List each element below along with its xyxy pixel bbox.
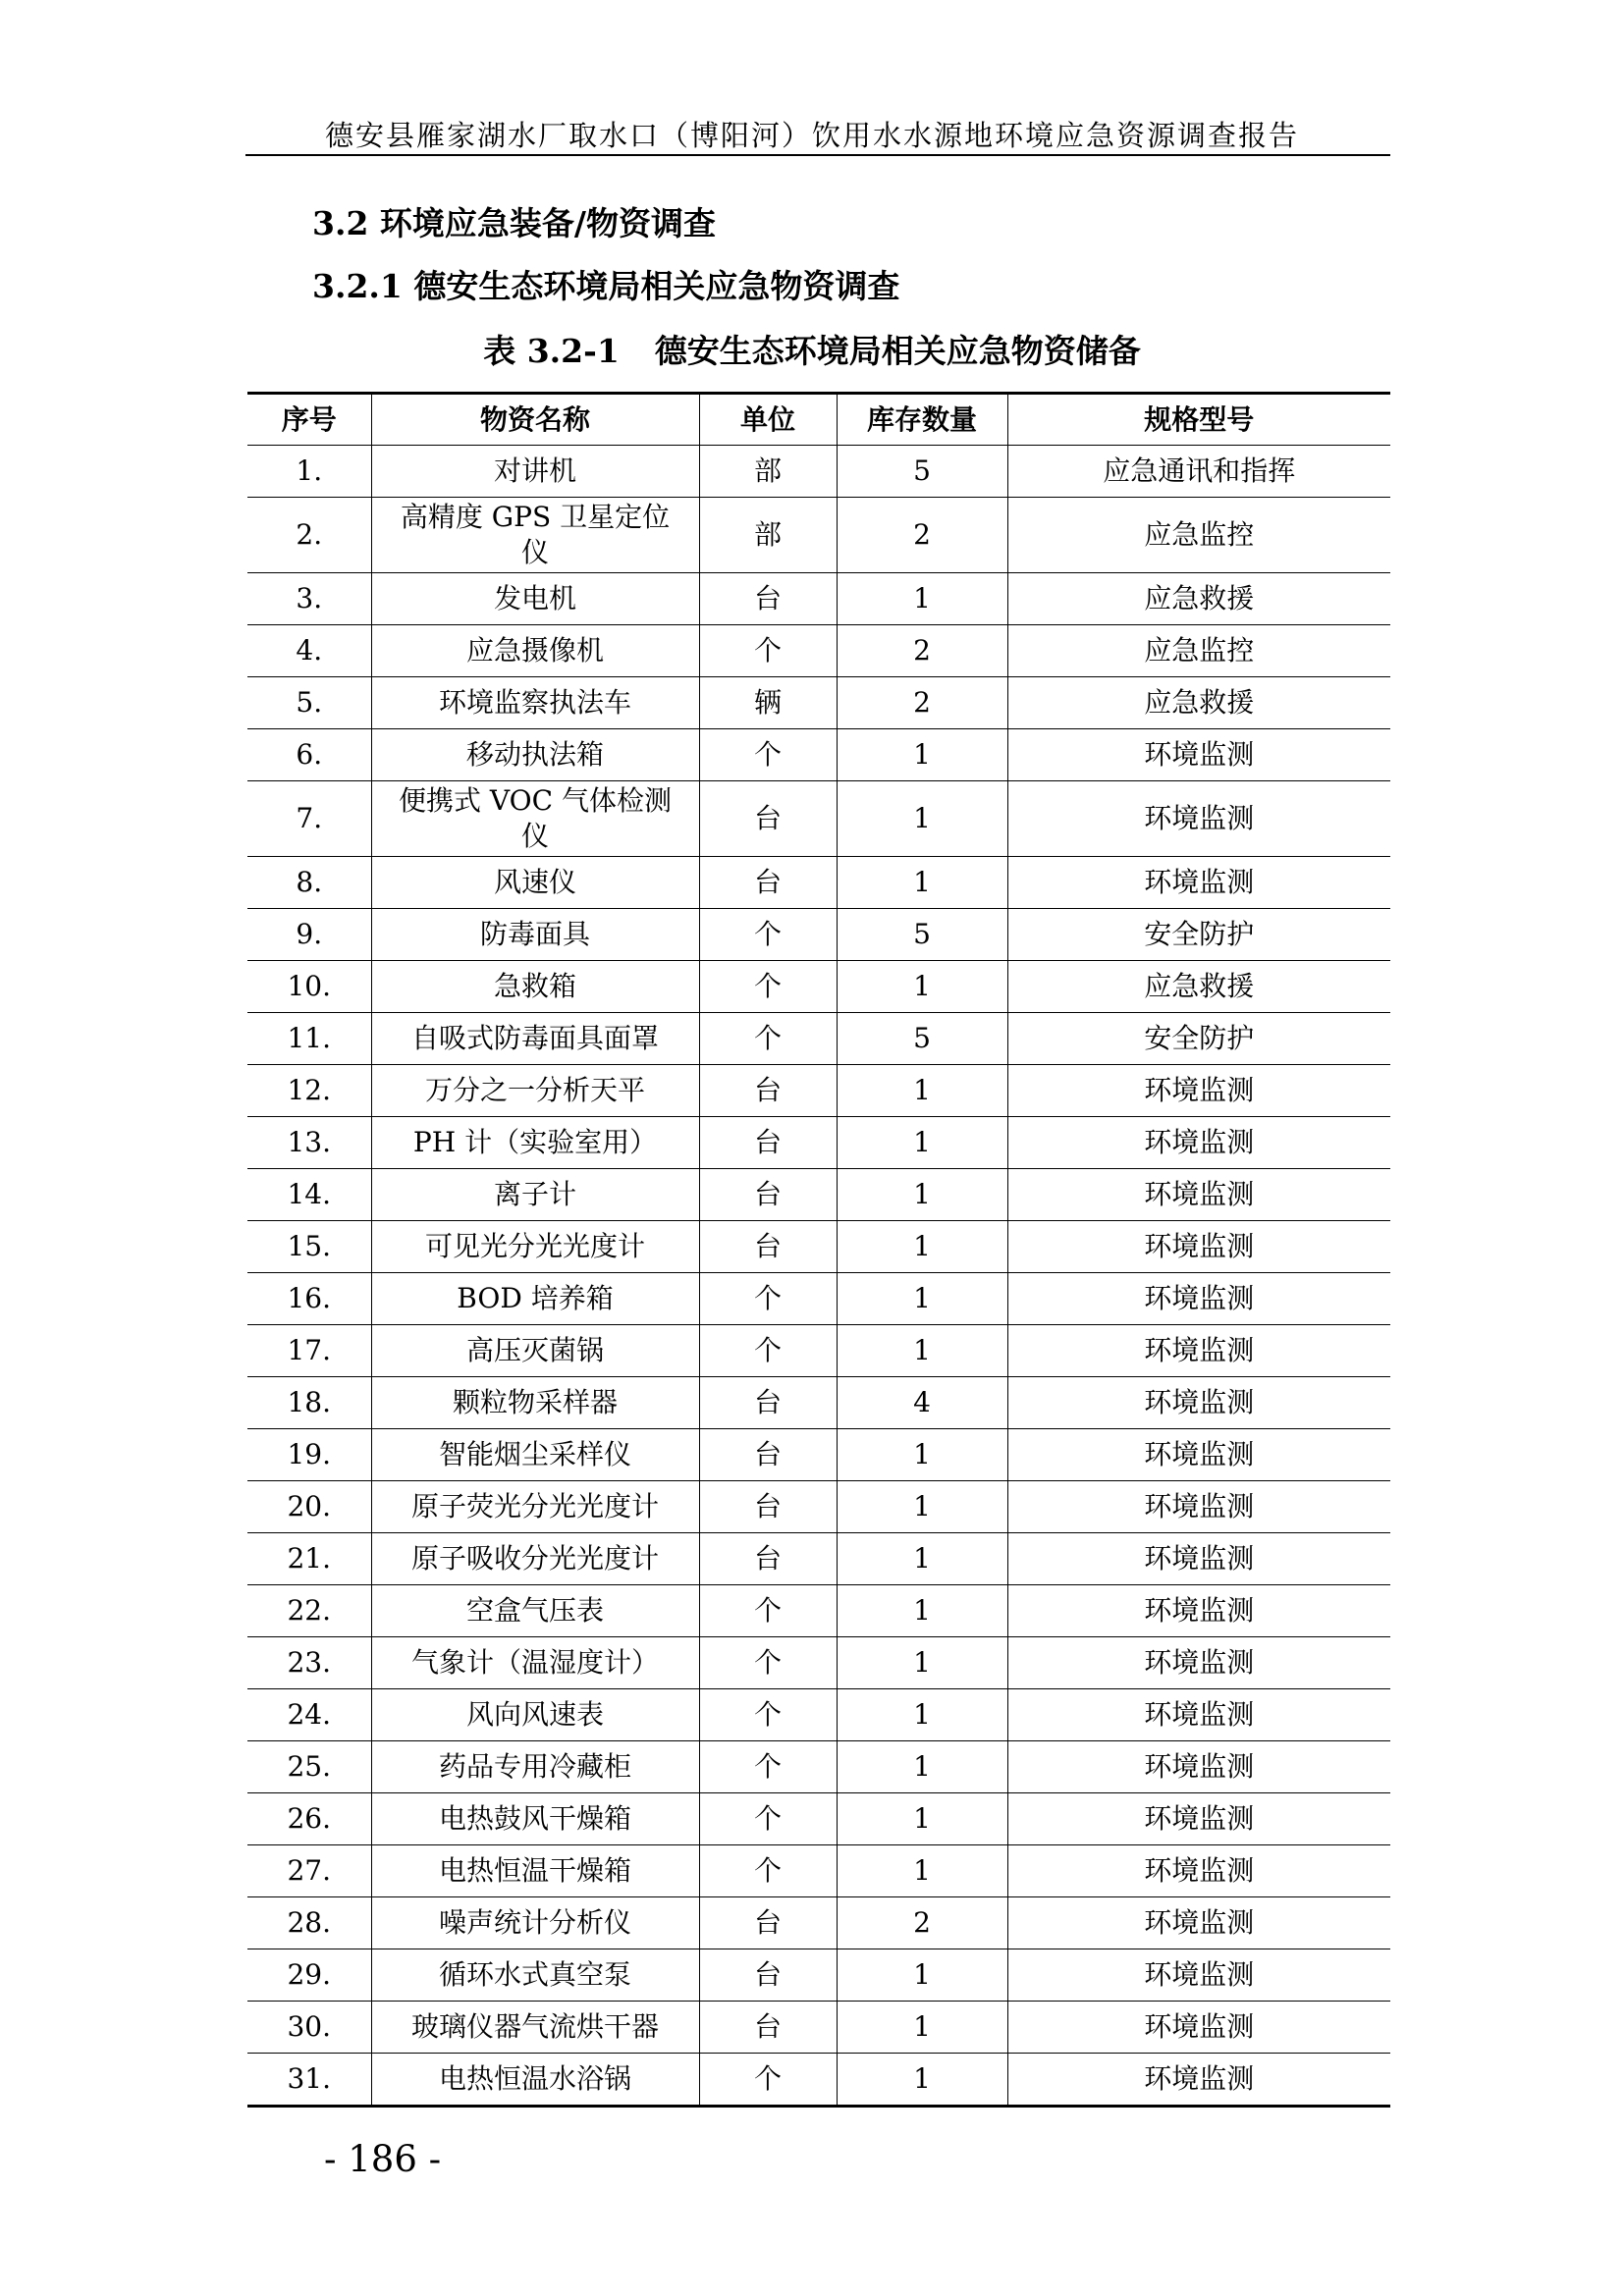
table-row	[247, 1689, 1390, 1741]
cell-quantity: 1	[837, 1429, 1007, 1481]
cell-quantity: 1	[837, 1533, 1007, 1585]
table-row	[247, 677, 1390, 729]
table-row	[247, 1481, 1390, 1533]
cell-unit: 台	[699, 1429, 837, 1481]
table-row	[247, 498, 1390, 573]
cell-quantity: 1	[837, 1637, 1007, 1689]
cell-quantity: 1	[837, 1273, 1007, 1325]
cell-item-name	[371, 446, 699, 498]
cell-index: 15.	[247, 1221, 371, 1273]
item-name-text: 便携式 VOC 气体检测仪	[399, 784, 672, 852]
cell-quantity: 1	[837, 573, 1007, 625]
table-caption-text: 德安生态环境局相关应急物资储备	[654, 332, 1141, 370]
cell-unit: 台	[699, 573, 837, 625]
cell-item-name	[371, 498, 699, 573]
cell-item-name	[371, 781, 699, 857]
item-name-text: 风速仪	[493, 866, 576, 898]
cell-index: 11.	[247, 1013, 371, 1065]
item-name-text: PH 计（实验室用）	[412, 1126, 658, 1158]
cell-item-name	[371, 857, 699, 909]
table-row	[247, 1741, 1390, 1793]
cell-item-name	[371, 2002, 699, 2054]
cell-index: 6.	[247, 729, 371, 781]
cell-index: 24.	[247, 1689, 371, 1741]
column-header-unit: 单位	[699, 394, 837, 446]
cell-index: 3.	[247, 573, 371, 625]
cell-index: 31.	[247, 2054, 371, 2107]
cell-index: 17.	[247, 1325, 371, 1377]
cell-quantity: 4	[837, 1377, 1007, 1429]
cell-item-name	[371, 1949, 699, 2002]
item-name-text: 噪声统计分析仪	[438, 1906, 631, 1939]
column-header-index: 序号	[247, 394, 371, 446]
cell-spec: 环境监测	[1007, 1377, 1390, 1429]
table-caption	[0, 326, 1624, 372]
cell-index: 5.	[247, 677, 371, 729]
section-heading: 3.2 环境应急装备/物资调查	[312, 204, 716, 242]
cell-spec: 环境监测	[1007, 1689, 1390, 1741]
page-header: 德安县雁家湖水厂取水口（博阳河）饮用水水源地环境应急资源调查报告	[324, 119, 1299, 152]
cell-index: 8.	[247, 857, 371, 909]
cell-item-name	[371, 1897, 699, 1949]
cell-index: 9.	[247, 909, 371, 961]
cell-index: 12.	[247, 1065, 371, 1117]
cell-unit: 个	[699, 1585, 837, 1637]
cell-index: 14.	[247, 1169, 371, 1221]
table-row	[247, 1533, 1390, 1585]
cell-item-name	[371, 1741, 699, 1793]
item-name-text: 发电机	[493, 582, 576, 614]
cell-index: 10.	[247, 961, 371, 1013]
cell-spec: 应急监控	[1007, 625, 1390, 677]
table-row	[247, 909, 1390, 961]
column-header-name: 物资名称	[371, 394, 699, 446]
cell-item-name	[371, 1429, 699, 1481]
table-row	[247, 1845, 1390, 1897]
cell-quantity: 1	[837, 857, 1007, 909]
cell-spec: 环境监测	[1007, 1585, 1390, 1637]
item-name-text: 玻璃仪器气流烘干器	[410, 2010, 659, 2043]
emergency-supplies-table	[247, 392, 1390, 2108]
cell-quantity: 1	[837, 729, 1007, 781]
item-name-text: 原子荧光分光光度计	[410, 1490, 659, 1522]
cell-spec: 应急救援	[1007, 677, 1390, 729]
item-name-text: 可见光分光光度计	[424, 1230, 645, 1262]
cell-index: 16.	[247, 1273, 371, 1325]
cell-unit: 个	[699, 1013, 837, 1065]
cell-unit: 台	[699, 1169, 837, 1221]
cell-unit: 部	[699, 498, 837, 573]
cell-unit: 辆	[699, 677, 837, 729]
cell-item-name	[371, 1117, 699, 1169]
table-row	[247, 961, 1390, 1013]
cell-quantity: 1	[837, 1741, 1007, 1793]
cell-item-name	[371, 1637, 699, 1689]
table-row	[247, 446, 1390, 498]
cell-spec: 环境监测	[1007, 1117, 1390, 1169]
cell-unit: 个	[699, 1793, 837, 1845]
cell-spec: 环境监测	[1007, 1637, 1390, 1689]
table-header-row	[247, 394, 1390, 446]
item-name-text: 循环水式真空泵	[438, 1958, 631, 1991]
cell-index: 28.	[247, 1897, 371, 1949]
cell-spec: 环境监测	[1007, 1065, 1390, 1117]
table-row	[247, 1585, 1390, 1637]
cell-spec: 环境监测	[1007, 1793, 1390, 1845]
item-name-text: 自吸式防毒面具面罩	[410, 1022, 659, 1054]
cell-index: 26.	[247, 1793, 371, 1845]
cell-index: 1.	[247, 446, 371, 498]
item-name-text: 移动执法箱	[465, 738, 604, 771]
cell-index: 22.	[247, 1585, 371, 1637]
cell-index: 30.	[247, 2002, 371, 2054]
cell-spec: 环境监测	[1007, 1325, 1390, 1377]
cell-index: 25.	[247, 1741, 371, 1793]
cell-item-name	[371, 625, 699, 677]
cell-spec: 应急监控	[1007, 498, 1390, 573]
item-name-text: 防毒面具	[479, 918, 590, 950]
cell-item-name	[371, 1845, 699, 1897]
cell-spec: 应急救援	[1007, 961, 1390, 1013]
cell-unit: 台	[699, 857, 837, 909]
cell-index: 21.	[247, 1533, 371, 1585]
table-row	[247, 573, 1390, 625]
cell-index: 27.	[247, 1845, 371, 1897]
cell-item-name	[371, 1169, 699, 1221]
table-row	[247, 1117, 1390, 1169]
table-row	[247, 1273, 1390, 1325]
cell-quantity: 1	[837, 1325, 1007, 1377]
cell-unit: 个	[699, 909, 837, 961]
cell-item-name	[371, 1585, 699, 1637]
cell-unit: 台	[699, 1533, 837, 1585]
cell-unit: 台	[699, 1117, 837, 1169]
table-row	[247, 1377, 1390, 1429]
cell-spec: 环境监测	[1007, 1481, 1390, 1533]
cell-quantity: 5	[837, 909, 1007, 961]
table-caption-number: 表 3.2-1	[483, 332, 620, 370]
cell-item-name	[371, 729, 699, 781]
cell-unit: 台	[699, 1221, 837, 1273]
cell-quantity: 1	[837, 781, 1007, 857]
cell-item-name	[371, 1533, 699, 1585]
item-name-text: 电热恒温干燥箱	[438, 1854, 631, 1887]
item-name-text: BOD 培养箱	[457, 1282, 614, 1314]
cell-spec: 环境监测	[1007, 781, 1390, 857]
cell-index: 20.	[247, 1481, 371, 1533]
table-row	[247, 1013, 1390, 1065]
table-row	[247, 1949, 1390, 2002]
cell-unit: 个	[699, 1845, 837, 1897]
table-row	[247, 1897, 1390, 1949]
table-row	[247, 1221, 1390, 1273]
cell-unit: 个	[699, 625, 837, 677]
cell-unit: 台	[699, 2002, 837, 2054]
cell-spec: 安全防护	[1007, 1013, 1390, 1065]
cell-spec: 环境监测	[1007, 1533, 1390, 1585]
cell-item-name	[371, 1689, 699, 1741]
table-row	[247, 625, 1390, 677]
cell-spec: 环境监测	[1007, 1741, 1390, 1793]
cell-quantity: 1	[837, 1949, 1007, 2002]
table-row	[247, 781, 1390, 857]
cell-quantity: 2	[837, 677, 1007, 729]
cell-spec: 应急通讯和指挥	[1007, 446, 1390, 498]
item-name-text: 空盒气压表	[465, 1594, 604, 1627]
cell-spec: 环境监测	[1007, 1169, 1390, 1221]
item-name-text: 急救箱	[493, 970, 576, 1002]
table-row	[247, 1637, 1390, 1689]
cell-index: 4.	[247, 625, 371, 677]
table-row	[247, 1325, 1390, 1377]
item-name-text: 高精度 GPS 卫星定位仪	[400, 501, 671, 568]
cell-unit: 台	[699, 1897, 837, 1949]
cell-unit: 个	[699, 1273, 837, 1325]
cell-quantity: 1	[837, 1065, 1007, 1117]
cell-quantity: 1	[837, 2002, 1007, 2054]
cell-quantity: 2	[837, 498, 1007, 573]
table-row	[247, 729, 1390, 781]
cell-spec: 环境监测	[1007, 857, 1390, 909]
cell-quantity: 1	[837, 1845, 1007, 1897]
cell-item-name	[371, 1273, 699, 1325]
table-row	[247, 1429, 1390, 1481]
cell-quantity: 1	[837, 961, 1007, 1013]
cell-quantity: 1	[837, 1221, 1007, 1273]
cell-unit: 台	[699, 1065, 837, 1117]
cell-item-name	[371, 2054, 699, 2107]
cell-index: 2.	[247, 498, 371, 573]
cell-spec: 环境监测	[1007, 1221, 1390, 1273]
cell-index: 29.	[247, 1949, 371, 2002]
cell-spec: 环境监测	[1007, 2002, 1390, 2054]
cell-quantity: 1	[837, 1481, 1007, 1533]
table-row	[247, 1793, 1390, 1845]
cell-index: 23.	[247, 1637, 371, 1689]
cell-index: 19.	[247, 1429, 371, 1481]
cell-quantity: 1	[837, 1585, 1007, 1637]
cell-item-name	[371, 573, 699, 625]
item-name-text: 应急摄像机	[465, 634, 604, 667]
cell-index: 13.	[247, 1117, 371, 1169]
subsection-heading: 3.2.1 德安生态环境局相关应急物资调查	[312, 267, 900, 305]
table-row	[247, 857, 1390, 909]
table-row	[247, 2054, 1390, 2107]
cell-index: 18.	[247, 1377, 371, 1429]
cell-item-name	[371, 1325, 699, 1377]
header-divider	[245, 154, 1390, 156]
item-name-text: 电热鼓风干燥箱	[438, 1802, 631, 1835]
cell-spec: 环境监测	[1007, 729, 1390, 781]
cell-unit: 台	[699, 1481, 837, 1533]
cell-spec: 应急救援	[1007, 573, 1390, 625]
item-name-text: 高压灭菌锅	[465, 1334, 604, 1366]
cell-unit: 个	[699, 1325, 837, 1377]
cell-item-name	[371, 961, 699, 1013]
item-name-text: 环境监察执法车	[438, 686, 631, 719]
table-row	[247, 1065, 1390, 1117]
cell-quantity: 1	[837, 1117, 1007, 1169]
cell-spec: 环境监测	[1007, 1429, 1390, 1481]
cell-quantity: 2	[837, 625, 1007, 677]
cell-quantity: 1	[837, 1793, 1007, 1845]
cell-spec: 环境监测	[1007, 1897, 1390, 1949]
cell-unit: 个	[699, 2054, 837, 2107]
item-name-text: 气象计（温湿度计）	[410, 1646, 659, 1679]
cell-quantity: 1	[837, 1689, 1007, 1741]
cell-unit: 个	[699, 1637, 837, 1689]
cell-spec: 环境监测	[1007, 1845, 1390, 1897]
cell-item-name	[371, 1481, 699, 1533]
cell-spec: 环境监测	[1007, 1949, 1390, 2002]
cell-unit: 台	[699, 1949, 837, 2002]
cell-quantity: 1	[837, 2054, 1007, 2107]
item-name-text: 颗粒物采样器	[452, 1386, 618, 1418]
cell-item-name	[371, 1221, 699, 1273]
cell-item-name	[371, 1793, 699, 1845]
item-name-text: 原子吸收分光光度计	[410, 1542, 659, 1575]
cell-unit: 个	[699, 1689, 837, 1741]
cell-unit: 部	[699, 446, 837, 498]
item-name-text: 万分之一分析天平	[424, 1074, 645, 1106]
cell-spec: 安全防护	[1007, 909, 1390, 961]
item-name-text: 对讲机	[493, 454, 576, 487]
page-number: - 186 -	[324, 2138, 442, 2180]
cell-spec: 环境监测	[1007, 2054, 1390, 2107]
cell-unit: 个	[699, 961, 837, 1013]
item-name-text: 智能烟尘采样仪	[438, 1438, 631, 1470]
column-header-quantity: 库存数量	[837, 394, 1007, 446]
item-name-text: 离子计	[493, 1178, 576, 1210]
cell-quantity: 1	[837, 1169, 1007, 1221]
cell-spec: 环境监测	[1007, 1273, 1390, 1325]
cell-quantity: 2	[837, 1897, 1007, 1949]
cell-quantity: 5	[837, 1013, 1007, 1065]
item-name-text: 电热恒温水浴锅	[438, 2062, 631, 2095]
cell-item-name	[371, 1377, 699, 1429]
column-header-spec: 规格型号	[1007, 394, 1390, 446]
table-row	[247, 1169, 1390, 1221]
cell-item-name	[371, 1013, 699, 1065]
cell-unit: 个	[699, 1741, 837, 1793]
cell-quantity: 5	[837, 446, 1007, 498]
cell-item-name	[371, 909, 699, 961]
item-name-text: 风向风速表	[465, 1698, 604, 1731]
cell-index: 7.	[247, 781, 371, 857]
cell-unit: 台	[699, 1377, 837, 1429]
cell-unit: 个	[699, 729, 837, 781]
cell-item-name	[371, 677, 699, 729]
table-row	[247, 2002, 1390, 2054]
cell-item-name	[371, 1065, 699, 1117]
cell-unit: 台	[699, 781, 837, 857]
item-name-text: 药品专用冷藏柜	[438, 1750, 631, 1783]
